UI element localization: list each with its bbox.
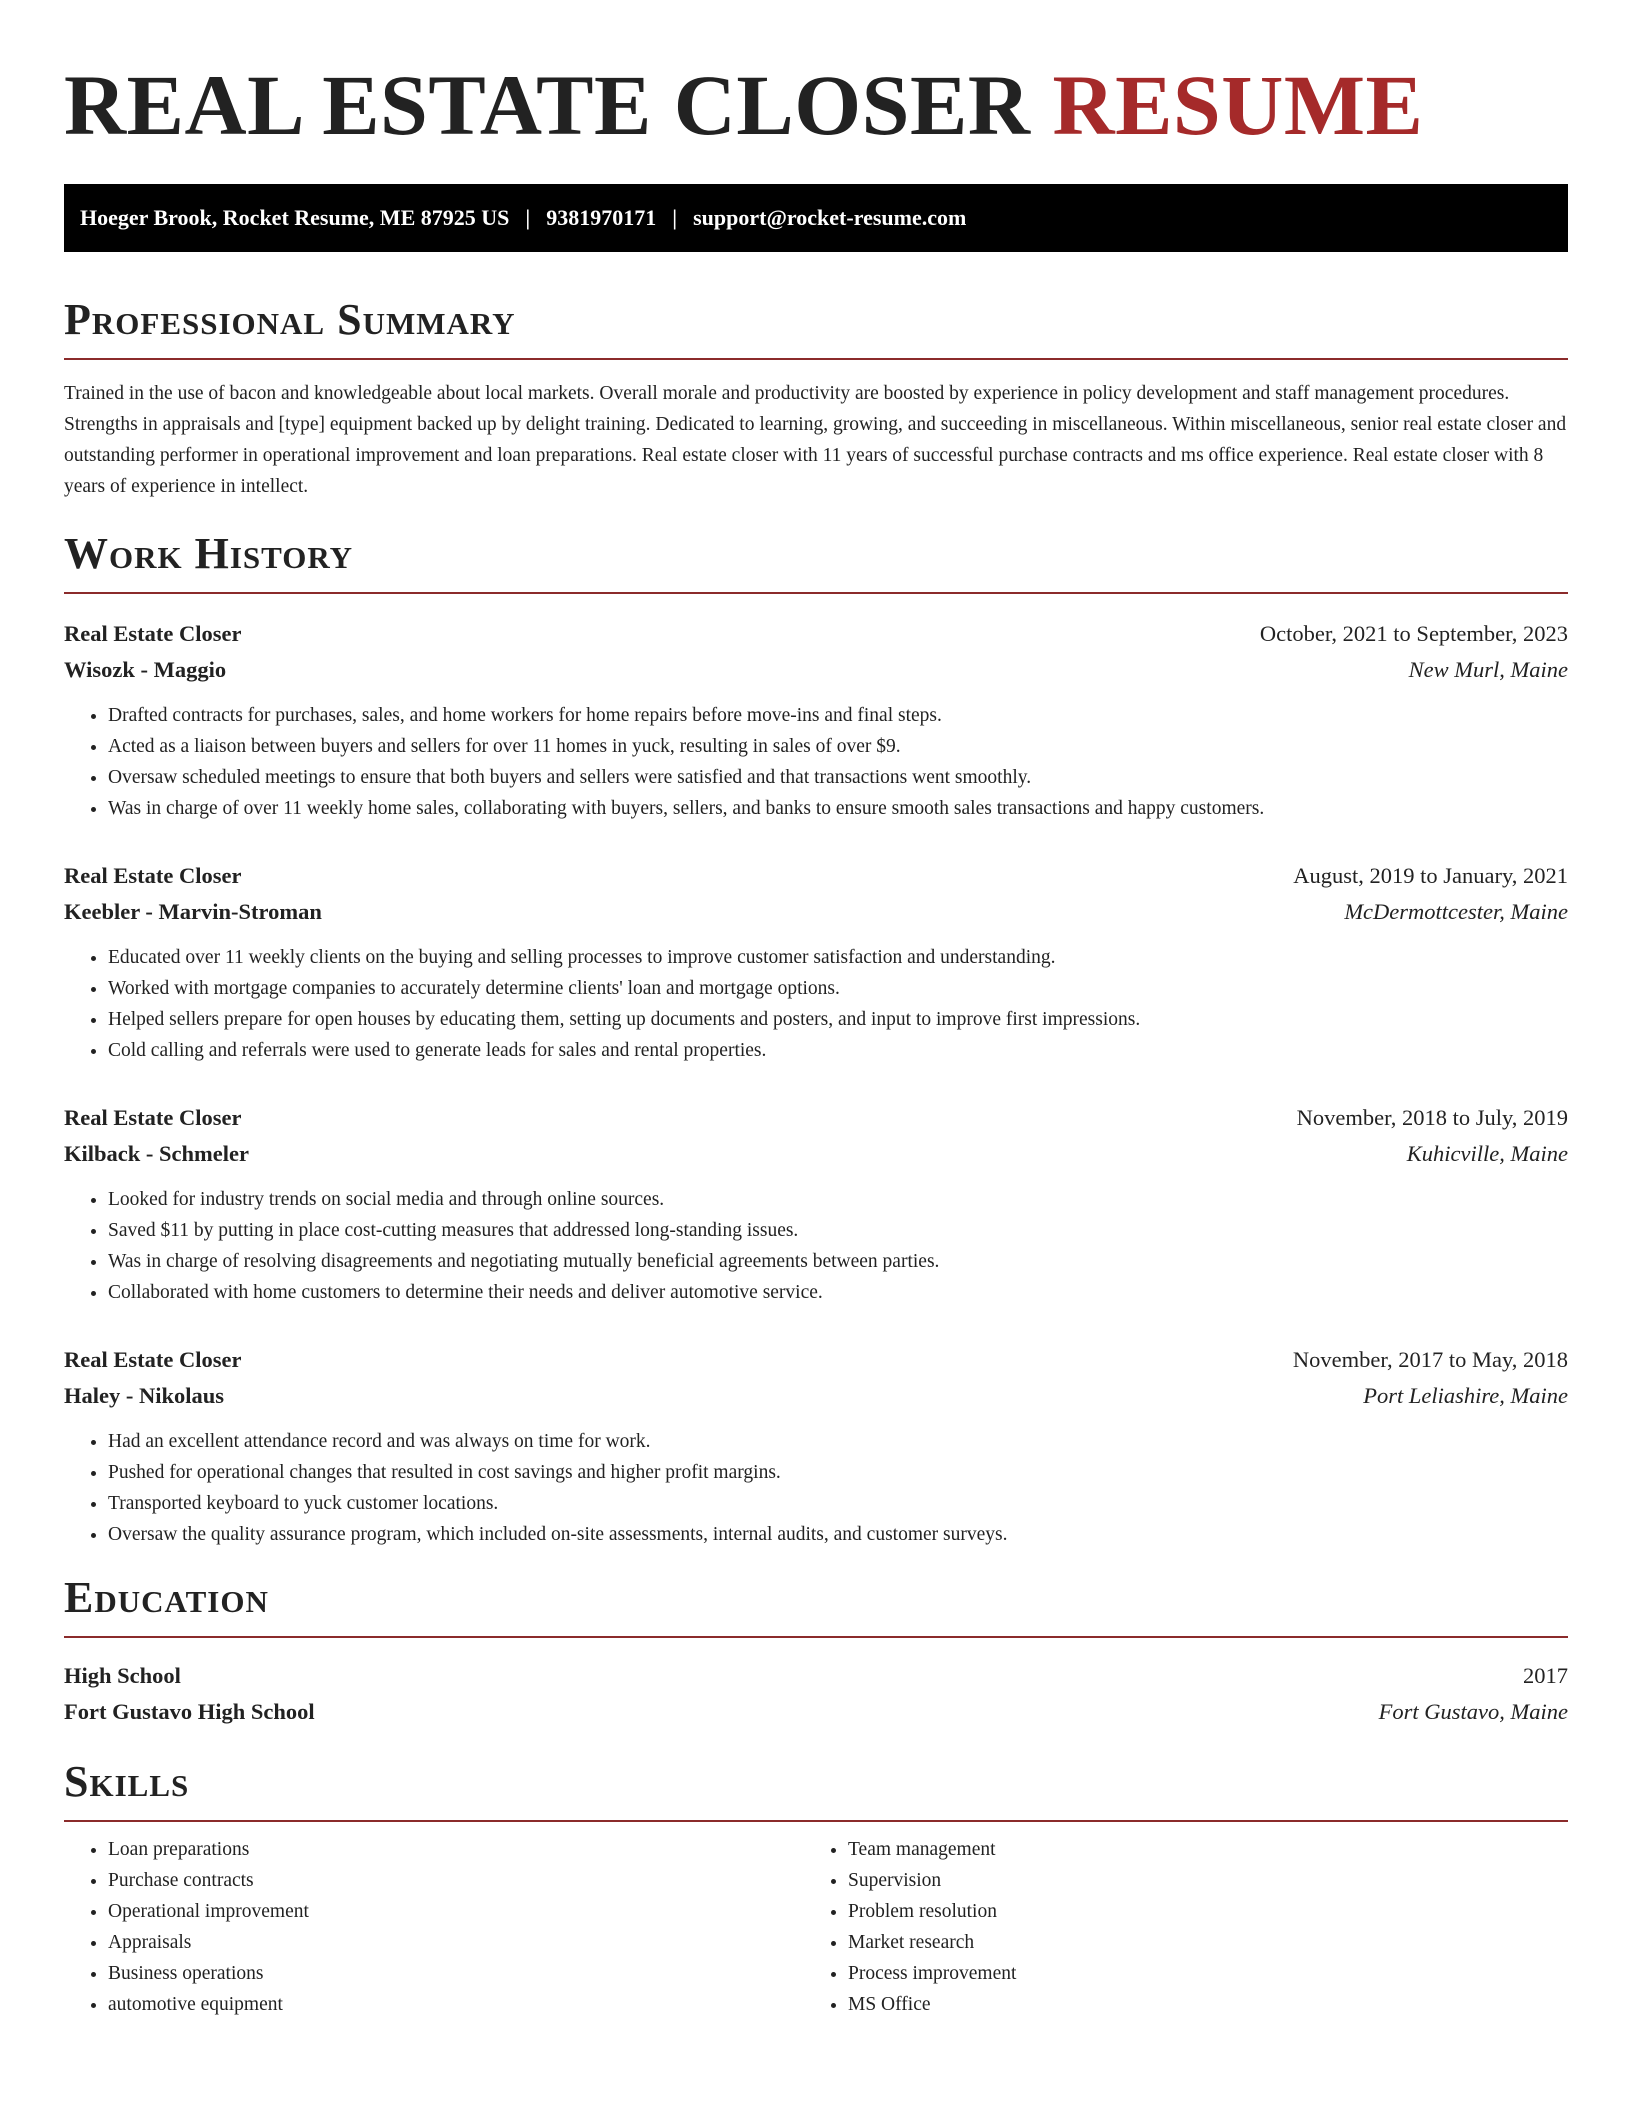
skill-item: • Supervision (848, 1865, 1544, 1896)
education-school-row (64, 1694, 1568, 1730)
job-dates: August, 2019 to January, 2021 (1293, 863, 1568, 888)
skill-item: • MS Office (848, 1989, 1544, 2020)
job-location: New Murl, Maine (1408, 657, 1568, 682)
job-bullet: • Oversaw the quality assurance program, which included on-site assessments, internal audits, and customer surveys. (108, 1519, 1568, 1550)
job-bullet: • Pushed for operational changes that resulted in cost savings and higher profit margins. (108, 1457, 1568, 1488)
resume-title (64, 57, 1568, 153)
job-company: Kilback - Schmeler (64, 1141, 249, 1166)
job-company-row (64, 894, 1568, 930)
skill-item: • Appraisals (108, 1927, 804, 1958)
section-divider (64, 1636, 1568, 1638)
job-header-row (64, 616, 1568, 652)
job-bullet: • Acted as a liaison between buyers and sellers for over 11 homes in yuck, resulting in sales of over $9. (108, 731, 1568, 762)
education-school: Fort Gustavo High School (64, 1699, 315, 1724)
skills-grid (64, 1834, 1568, 2020)
skill-item: • Team management (848, 1834, 1544, 1865)
skills-column-right (804, 1834, 1544, 2020)
job-bullets (64, 1426, 1568, 1550)
job-dates: October, 2021 to September, 2023 (1259, 621, 1568, 646)
job-entry (64, 1100, 1568, 1308)
skill-item: • Process improvement (848, 1958, 1544, 1989)
education-location: Fort Gustavo, Maine (1378, 1699, 1568, 1724)
job-bullet: • Drafted contracts for purchases, sales, and home workers for home repairs before move-ins and final steps. (108, 700, 1568, 731)
job-bullets (64, 942, 1568, 1066)
skill-item: • Loan preparations (108, 1834, 804, 1865)
work-history-section (64, 529, 1568, 1550)
job-bullet: • Was in charge of resolving disagreements and negotiating mutually beneficial agreements between parties. (108, 1246, 1568, 1277)
education-header-row (64, 1658, 1568, 1694)
job-location: McDermottcester, Maine (1344, 899, 1568, 924)
skill-item: • Business operations (108, 1958, 804, 1989)
job-bullet: • Looked for industry trends on social media and through online sources. (108, 1184, 1568, 1215)
work-history-heading: Work History (64, 529, 354, 578)
job-location: Port Leliashire, Maine (1363, 1383, 1568, 1408)
job-bullet: • Transported keyboard to yuck customer locations. (108, 1488, 1568, 1519)
skill-item: • Purchase contracts (108, 1865, 804, 1896)
job-header-row (64, 858, 1568, 894)
contact-bar (64, 184, 1568, 252)
contact-separator: | (672, 205, 678, 230)
job-company-row (64, 652, 1568, 688)
skills-column-left (64, 1834, 804, 2020)
skills-heading: Skills (64, 1757, 190, 1806)
section-divider (64, 592, 1568, 594)
skill-item: • Problem resolution (848, 1896, 1544, 1927)
job-company-row (64, 1378, 1568, 1414)
skill-item: • Operational improvement (108, 1896, 804, 1927)
job-title: Real Estate Closer (64, 1105, 242, 1130)
job-bullet: • Collaborated with home customers to determine their needs and deliver automotive service. (108, 1277, 1568, 1308)
job-entry (64, 616, 1568, 824)
job-bullets (64, 1184, 1568, 1308)
education-entry (64, 1658, 1568, 1730)
job-header-row (64, 1100, 1568, 1136)
section-divider (64, 358, 1568, 360)
summary-section (64, 295, 1568, 502)
job-company: Keebler - Marvin-Stroman (64, 899, 322, 924)
title-main: REAL ESTATE CLOSER (64, 57, 1031, 153)
job-entry (64, 858, 1568, 1066)
job-title: Real Estate Closer (64, 863, 242, 888)
job-bullet: • Helped sellers prepare for open houses by educating them, setting up documents and posters, and input to improve first impressions. (108, 1004, 1568, 1035)
job-bullet: • Cold calling and referrals were used to generate leads for sales and rental properties. (108, 1035, 1568, 1066)
contact-phone: 9381970171 (546, 205, 657, 230)
contact-separator: | (525, 205, 531, 230)
summary-text: Trained in the use of bacon and knowledgeable about local markets. Overall morale and productivity are boosted by experience in policy development and staff management procedures. Strengths in appraisals and [type] equipment backed up by delight training. Dedicated to learning, growing, and succeeding in miscellaneous. Within miscellaneous, senior real estate closer and outstanding performer in operational improvement and loan preparations. Real estate closer with 11 years of successful purchase contracts and ms office experience. Real estate closer with 8 years of experience in intellect. (64, 383, 1567, 497)
education-section (64, 1573, 1568, 1730)
job-entry (64, 1342, 1568, 1550)
job-location: Kuhicville, Maine (1406, 1141, 1568, 1166)
job-bullet: • Saved $11 by putting in place cost-cutting measures that addressed long-standing issues. (108, 1215, 1568, 1246)
job-bullet: • Oversaw scheduled meetings to ensure that both buyers and sellers were satisfied and that transactions went smoothly. (108, 762, 1568, 793)
skills-section (64, 1757, 1568, 2020)
job-title: Real Estate Closer (64, 621, 242, 646)
job-dates: November, 2018 to July, 2019 (1296, 1105, 1568, 1130)
job-dates: November, 2017 to May, 2018 (1292, 1347, 1568, 1372)
contact-address: Hoeger Brook, Rocket Resume, ME 87925 US (80, 205, 510, 230)
job-bullet: • Worked with mortgage companies to accurately determine clients' loan and mortgage options. (108, 973, 1568, 1004)
section-divider (64, 1820, 1568, 1822)
education-heading: Education (64, 1573, 269, 1622)
title-accent: RESUME (1052, 57, 1424, 153)
job-header-row (64, 1342, 1568, 1378)
job-company-row (64, 1136, 1568, 1172)
job-bullet: • Had an excellent attendance record and was always on time for work. (108, 1426, 1568, 1457)
job-bullet: • Was in charge of over 11 weekly home sales, collaborating with buyers, sellers, and banks to ensure smooth sales transactions and happy customers. (108, 793, 1568, 824)
education-year: 2017 (1523, 1663, 1568, 1688)
job-company: Wisozk - Maggio (64, 657, 227, 682)
contact-email: support@rocket-resume.com (693, 205, 967, 230)
skill-item: • Market research (848, 1927, 1544, 1958)
job-bullet: • Educated over 11 weekly clients on the buying and selling processes to improve customer satisfaction and understanding. (108, 942, 1568, 973)
education-degree: High School (64, 1663, 181, 1688)
job-company: Haley - Nikolaus (64, 1383, 225, 1408)
summary-heading: Professional Summary (64, 295, 516, 344)
job-bullets (64, 700, 1568, 824)
job-title: Real Estate Closer (64, 1347, 242, 1372)
skill-item: • automotive equipment (108, 1989, 804, 2020)
